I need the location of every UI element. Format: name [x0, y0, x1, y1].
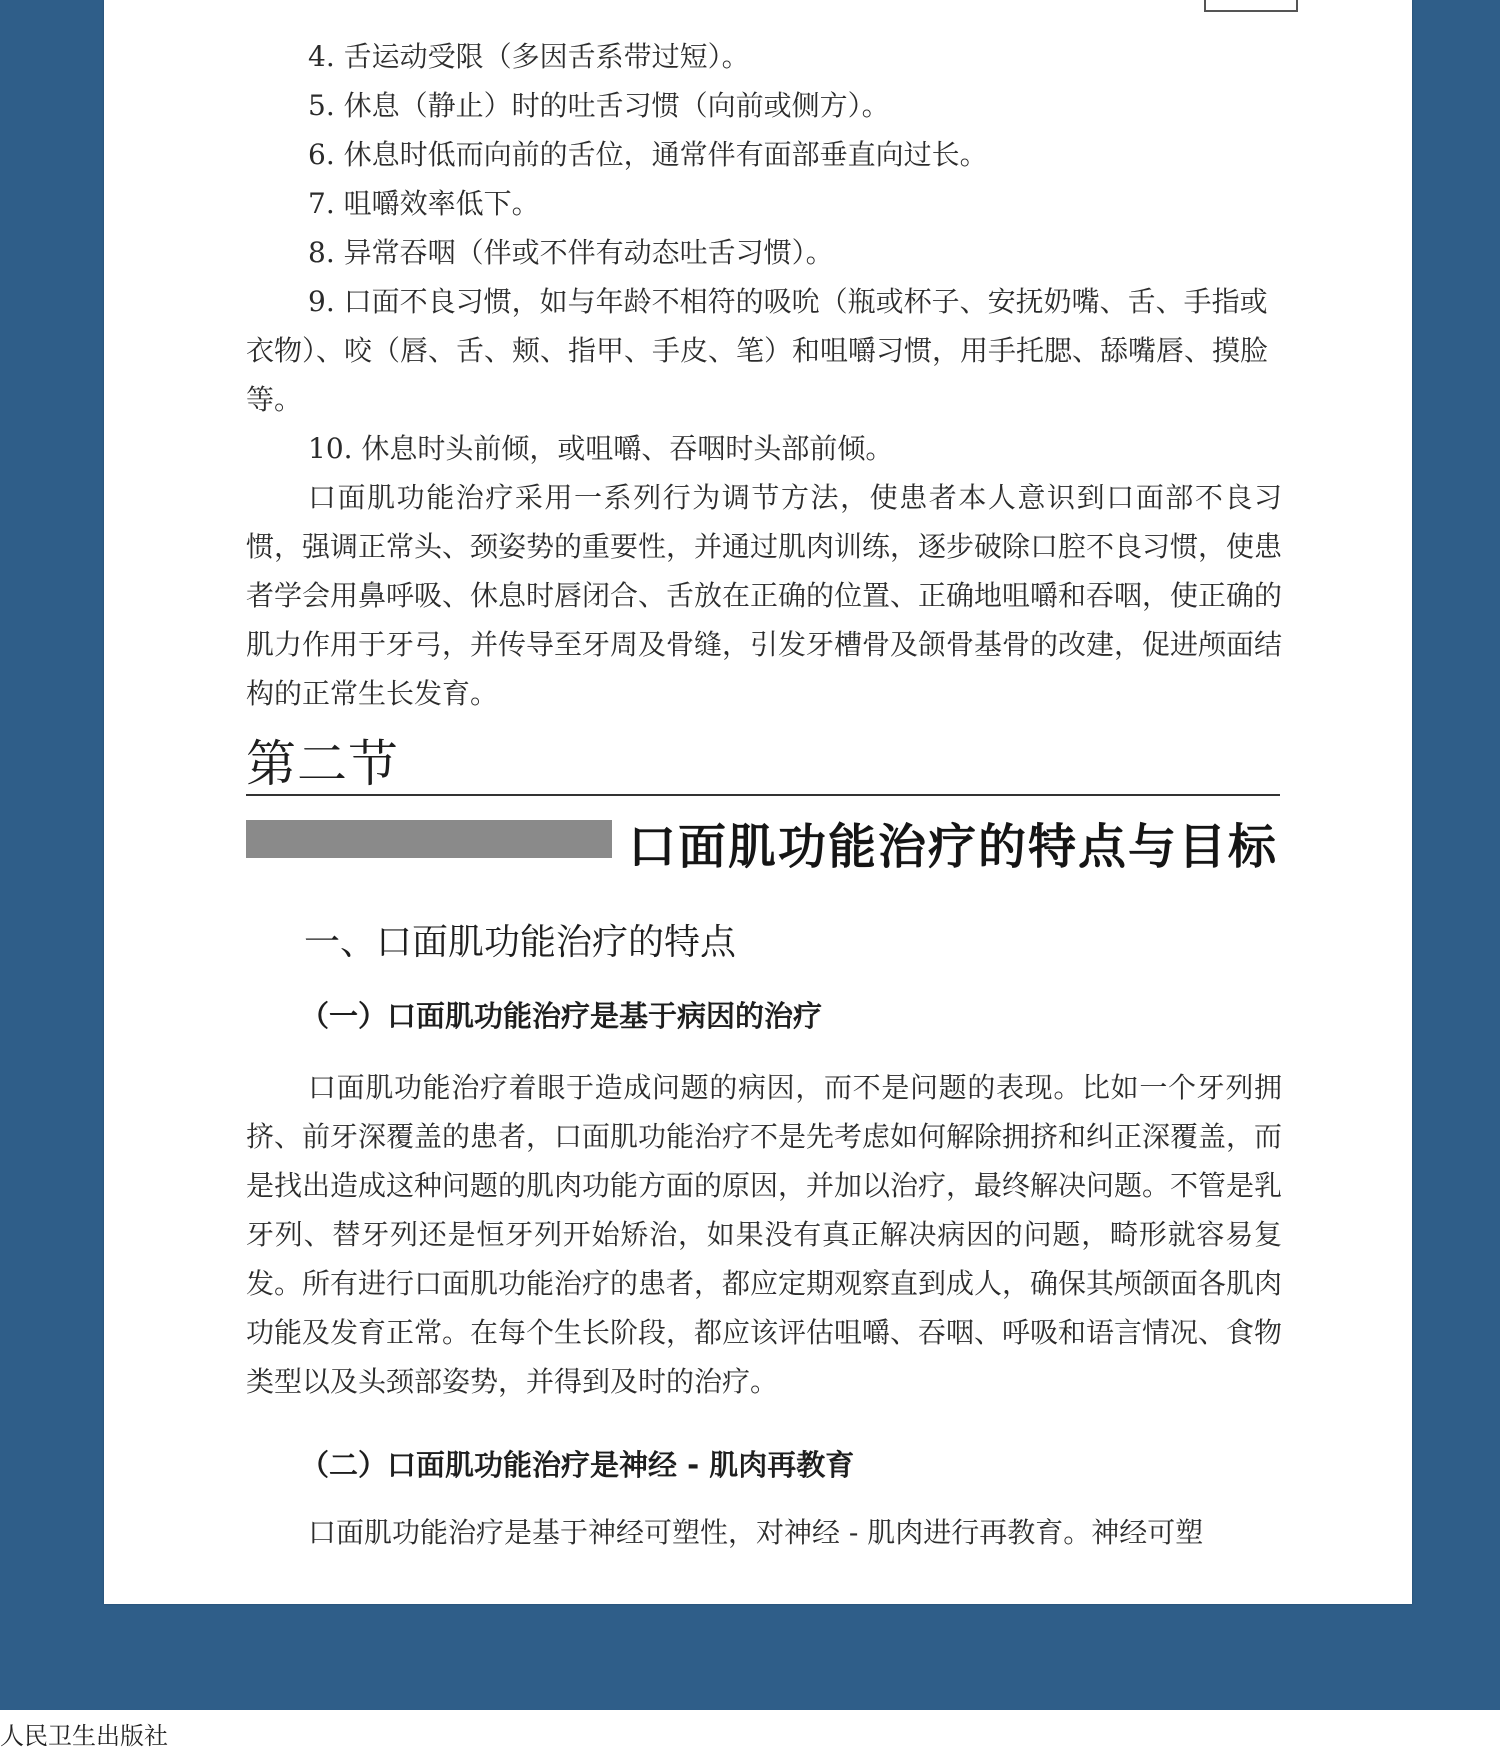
page-top-box [1204, 0, 1298, 12]
list-item: 4. 舌运动受限（多因舌系带过短）。 [308, 40, 750, 73]
list-item: 10. 休息时头前倾，或咀嚼、吞咽时头部前倾。 [308, 432, 894, 465]
list-item: 7. 咀嚼效率低下。 [308, 187, 540, 220]
subheading-etiology: （一）口面肌功能治疗是基于病因的治疗 [300, 999, 823, 1033]
intro-paragraph: 口面肌功能治疗采用一系列行为调节方法，使患者本人意识到口面部不良习惯，强调正常头、颈姿势的重要性，并通过肌肉训练，逐步破除口腔不良习惯，使患者学会用鼻呼吸、休息时唇闭合、舌放在正确的位置、正确地咀嚼和吞咽，使正确的肌力作用于牙弓，并传导至牙周及骨缝，引发牙槽骨及颌骨基骨的改建，促进颅面结构的正常生长发育。 [246, 481, 1283, 710]
list-item: 8. 异常吞咽（伴或不伴有动态吐舌习惯）。 [308, 236, 834, 269]
section-divider [246, 794, 1280, 796]
section-title: 口面肌功能治疗的特点与目标 [628, 819, 1279, 875]
paragraph-etiology-block [246, 1063, 1282, 1406]
list-item: 6. 休息时低而向前的舌位，通常伴有面部垂直向过长。 [308, 138, 988, 171]
publisher-label: 人民卫生出版社 [0, 1722, 168, 1750]
subheading-reeducation: （二）口面肌功能治疗是神经 - 肌肉再教育 [300, 1448, 855, 1482]
paragraph-reeducation-block [246, 1508, 1282, 1557]
list-item: 9. 口面不良习惯，如与年龄不相符的吸吮（瓶或杯子、安抚奶嘴、舌、手指或衣物）、咬（唇、舌、颊、指甲、手皮、笔）和咀嚼习惯，用手托腮、舔嘴唇、摸脸等。 [246, 285, 1269, 416]
heading-characteristics: 一、口面肌功能治疗的特点 [304, 922, 737, 963]
list-block [246, 32, 1282, 718]
paragraph-reeducation: 口面肌功能治疗是基于神经可塑性，对神经 - 肌肉进行再教育。神经可塑 [308, 1516, 1204, 1549]
section-label: 第二节 [246, 735, 399, 793]
paragraph-etiology: 口面肌功能治疗着眼于造成问题的病因，而不是问题的表现。比如一个牙列拥挤、前牙深覆盖的患者，口面肌功能治疗不是先考虑如何解除拥挤和纠正深覆盖，而是找出造成这种问题的肌肉功能方面的原因，并加以治疗，最终解决问题。不管是乳牙列、替牙列还是恒牙列开始矫治，如果没有真正解决病因的问题，畸形就容易复发。所有进行口面肌功能治疗的患者，都应定期观察直到成人，确保其颅颌面各肌肉功能及发育正常。在每个生长阶段，都应该评估咀嚼、吞咽、呼吸和语言情况、食物类型以及头颈部姿势，并得到及时的治疗。 [246, 1071, 1283, 1398]
section-decor-bar [246, 820, 612, 858]
list-item: 5. 休息（静止）时的吐舌习惯（向前或侧方）。 [308, 89, 890, 122]
